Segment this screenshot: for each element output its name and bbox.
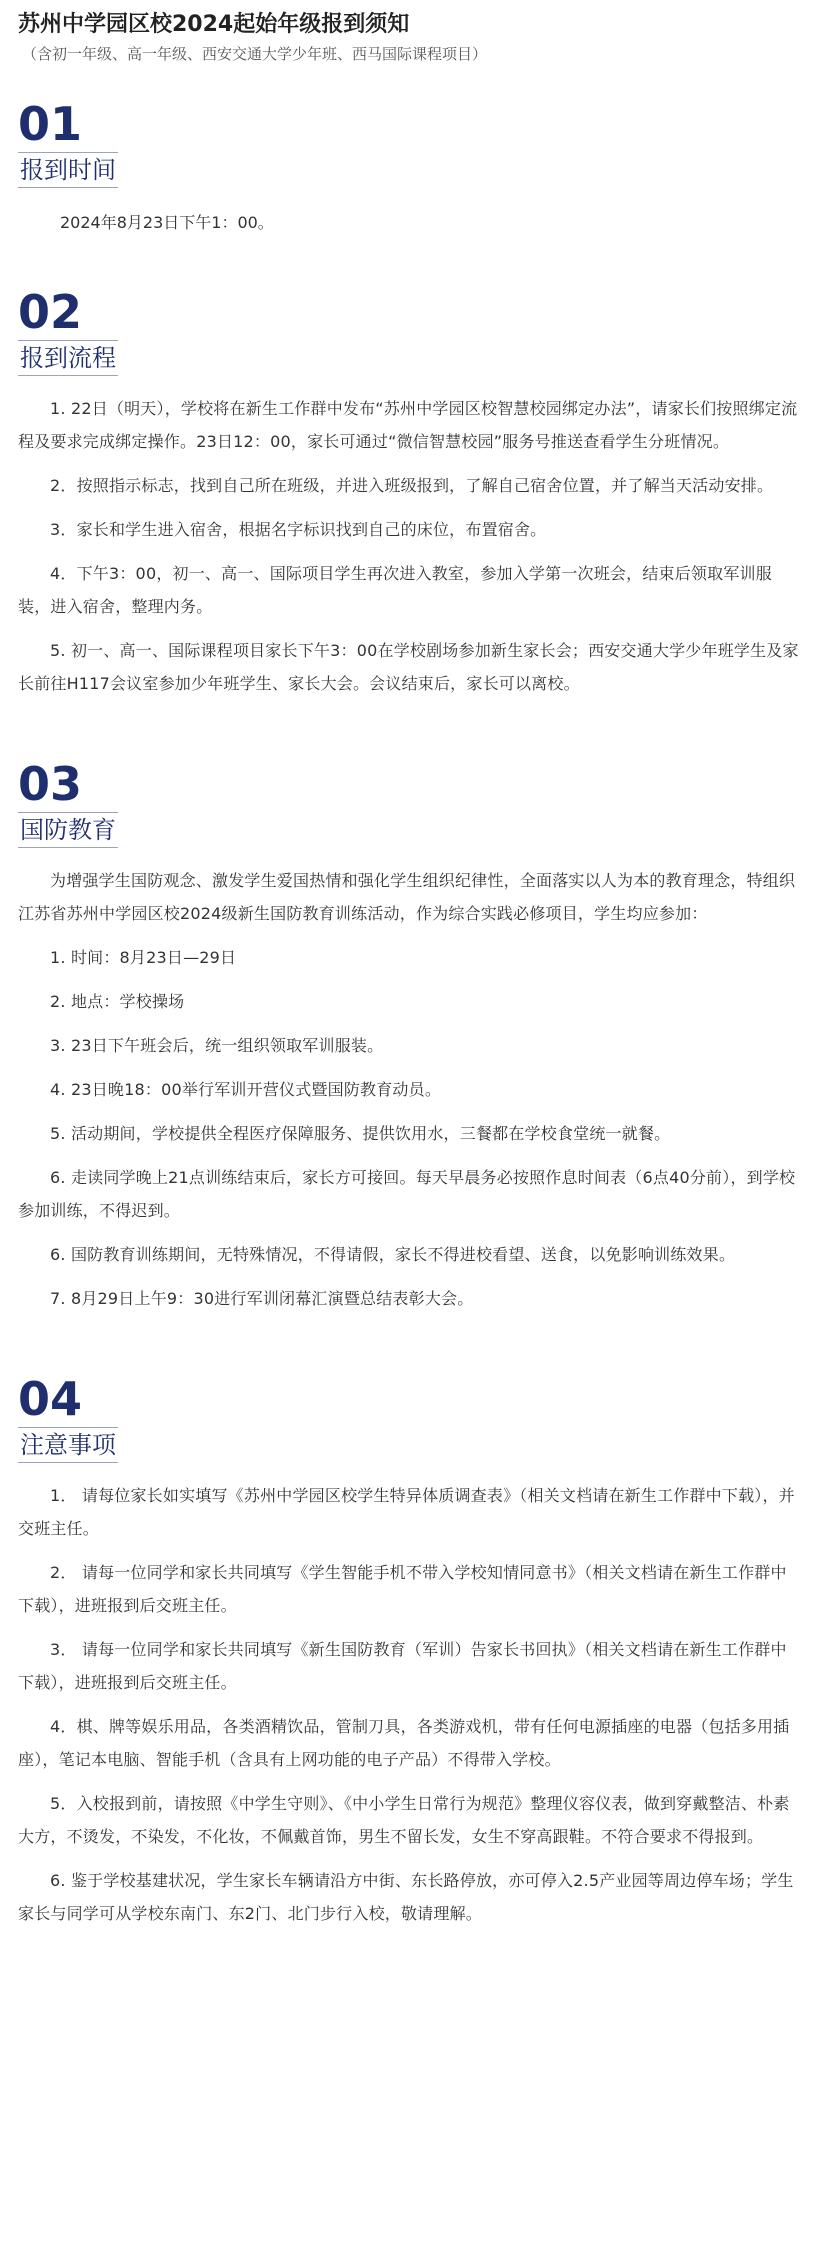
section-defense-education bbox=[18, 758, 802, 1315]
note-item: 3． 请每一位同学和家长共同填写《新生国防教育（军训）告家长书回执》（相关文档请在新生工作群中下载），进班报到后交班主任。 bbox=[18, 1640, 787, 1692]
note-item: 1． 请每位家长如实填写《苏州中学园区校学生特异体质调查表》（相关文档请在新生工作群中下载），并交班主任。 bbox=[18, 1486, 795, 1538]
page-subtitle: （含初一年级、高一年级、西安交通大学少年班、西马国际课程项目） bbox=[22, 45, 488, 63]
section-number: 02 bbox=[18, 285, 83, 339]
process-step: 5. 初一、高一、国际课程项目家长下午3：00在学校剧场参加新生家长会；西安交通大学少年班学生及家长前往H117会议室参加少年班学生、家长大会。会议结束后，家长可以离校。 bbox=[18, 641, 799, 693]
defense-item: 4. 23日晚18：00举行军训开营仪式暨国防教育动员。 bbox=[50, 1080, 442, 1099]
defense-item: 5. 活动期间，学校提供全程医疗保障服务、提供饮用水，三餐都在学校食堂统一就餐。 bbox=[50, 1124, 671, 1143]
defense-intro: 为增强学生国防观念、激发学生爱国热情和强化学生组织纪律性，全面落实以人为本的教育理念，特组织江苏省苏州中学园区校2024级新生国防教育训练活动，作为综合实践必修项目，学生均应参加： bbox=[18, 871, 796, 923]
section-heading: 注意事项 bbox=[18, 1427, 118, 1463]
section-heading: 报到时间 bbox=[18, 152, 118, 188]
defense-item: 6. 走读同学晚上21点训练结束后，家长方可接回。每天早晨务必按照作息时间表（6点40分前），到学校参加训练，不得迟到。 bbox=[18, 1168, 796, 1220]
registration-time-text: 2024年8月23日下午1：00。 bbox=[60, 213, 274, 232]
section-number: 03 bbox=[18, 757, 83, 811]
defense-item: 2. 地点：学校操场 bbox=[50, 992, 185, 1011]
page-title: 苏州中学园区校2024起始年级报到须知 bbox=[18, 12, 410, 37]
section-registration-process bbox=[18, 286, 802, 700]
process-step: 1. 22日（明天），学校将在新生工作群中发布“苏州中学园区校智慧校园绑定办法”，请家长们按照绑定流程及要求完成绑定操作。23日12：00，家长可通过“微信智慧校园”服务号推送查看学生分班情况。 bbox=[18, 399, 798, 451]
defense-item: 1. 时间：8月23日—29日 bbox=[50, 948, 237, 967]
note-item: 6. 鉴于学校基建状况，学生家长车辆请沿方中街、东长路停放，亦可停入2.5产业园等周边停车场；学生家长与同学可从学校东南门、东2门、北门步行入校，敬请理解。 bbox=[18, 1871, 794, 1923]
section-number: 01 bbox=[18, 97, 83, 151]
defense-item: 6. 国防教育训练期间，无特殊情况，不得请假，家长不得进校看望、送食，以免影响训练效果。 bbox=[50, 1245, 736, 1264]
section-registration-time bbox=[18, 98, 802, 238]
process-step: 3．家长和学生进入宿舍，根据名字标识找到自己的床位，布置宿舍。 bbox=[50, 520, 547, 539]
defense-item: 3. 23日下午班会后，统一组织领取军训服装。 bbox=[50, 1036, 384, 1055]
note-item: 5．入校报到前，请按照《中学生守则》、《中小学生日常行为规范》整理仪容仪表，做到穿戴整洁、朴素大方，不烫发，不染发，不化妆，不佩戴首饰，男生不留长发，女生不穿高跟鞋。不符合要求不得报到。 bbox=[18, 1794, 790, 1846]
section-heading: 报到流程 bbox=[18, 340, 118, 376]
section-notes bbox=[18, 1373, 802, 1930]
defense-item: 7. 8月29日上午9：30进行军训闭幕汇演暨总结表彰大会。 bbox=[50, 1289, 474, 1308]
process-step: 4．下午3：00，初一、高一、国际项目学生再次进入教室，参加入学第一次班会，结束后领取军训服装，进入宿舍，整理内务。 bbox=[18, 564, 772, 616]
note-item: 4．棋、牌等娱乐用品，各类酒精饮品，管制刀具，各类游戏机，带有任何电源插座的电器（包括多用插座），笔记本电脑、智能手机（含具有上网功能的电子产品）不得带入学校。 bbox=[18, 1717, 790, 1769]
note-item: 2． 请每一位同学和家长共同填写《学生智能手机不带入学校知情同意书》（相关文档请在新生工作群中下载），进班报到后交班主任。 bbox=[18, 1563, 787, 1615]
process-step: 2．按照指示标志，找到自己所在班级，并进入班级报到，了解自己宿舍位置，并了解当天活动安排。 bbox=[50, 476, 774, 495]
section-number: 04 bbox=[18, 1372, 83, 1426]
section-heading: 国防教育 bbox=[18, 812, 118, 848]
